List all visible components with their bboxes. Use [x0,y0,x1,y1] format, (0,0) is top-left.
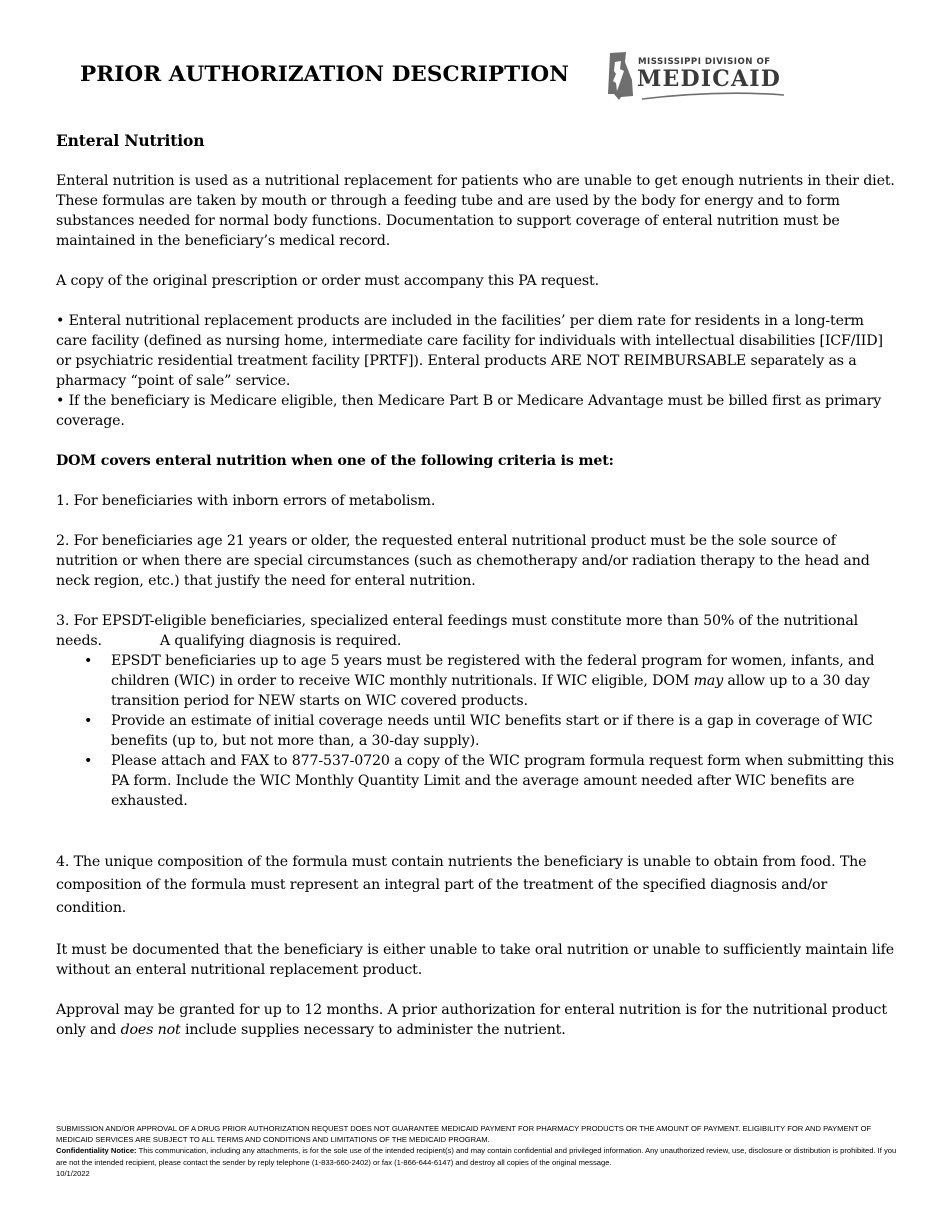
section-heading: Enteral Nutrition [56,131,205,150]
criteria-3 [56,611,898,651]
page-footer [56,1123,898,1179]
intro-paragraph: Enteral nutrition is used as a nutritional replacement for patients who are unable to get enough nutrients in their diet. These formulas are taken by mouth or through a feeding tube and are used by the body for energy and to form substances needed for normal body functions. Documentation to support coverage of enteral nutrition must be maintained in the beneficiary’s medical record. [56,173,895,249]
criteria-3-diagnosis: A qualifying diagnosis is required. [159,633,402,649]
criteria-1: 1. For beneficiaries with inborn errors of metabolism. [56,493,436,509]
epsdt-bullet-list [56,651,898,811]
criteria-heading: DOM covers enteral nutrition when one of the following criteria is met: [56,453,614,469]
list-item: • Please attach and FAX to 877-537-0720 a copy of the WIC program formula request form when submitting this PA form. Include the WIC Monthly Quantity Limit and the average amount needed after WIC benefits are exhausted. [111,751,898,811]
list-item: • Provide an estimate of initial coverage needs until WIC benefits start or if there is a gap in coverage of WIC benefits (up to, but not more than, a 30-day supply). [111,711,898,751]
revision-date: 10/1/2022 [56,1168,90,1178]
medicaid-logo [604,50,794,102]
logo-swoosh [638,91,788,101]
payment-disclaimer: SUBMISSION AND/OR APPROVAL OF A DRUG PRIOR AUTHORIZATION REQUEST DOES NOT GUARANTEE MEDICAID PAYMENT FOR PHARMACY PRODUCTS OR THE AMOUNT OF PAYMENT. ELIGIBILITY FOR AND PAYMENT OF MEDICAID SERVICES ARE SUBJECT TO ALL TERMS AND CONDITIONS AND LIMITATIONS OF THE MEDICAID PROGRAM. [56,1124,872,1145]
logo-top-text: MISSISSIPPI DIVISION OF [638,57,771,67]
criteria-3-text: 3. For EPSDT-eligible beneficiaries, specialized enteral feedings must constitute more than 50% of the nutritional needs. [56,613,859,649]
logo-main-text: MEDICAID [637,66,782,92]
criteria-4: 4. The unique composition of the formula must contain nutrients the beneficiary is unable to obtain from food. The composition of the formula must represent an integral part of the treatment of the specified diagnosis and/or condition. [56,854,867,916]
approval-paragraph: Approval may be granted for up to 12 months. A prior authorization for enteral nutrition is for the nutritional product only and does not include supplies necessary to administer the nutrient. [56,1002,887,1038]
medicare-note: • If the beneficiary is Medicare eligible, then Medicare Part B or Medicare Advantage must be billed first as primary coverage. [56,393,882,429]
mississippi-state-icon [604,50,638,102]
document-body [56,131,898,1040]
criteria-2: 2. For beneficiaries age 21 years or older, the requested enteral nutritional product must be the sole source of nutrition or when there are special circumstances (such as chemotherapy and/or radiation therapy to the head and neck region, etc.) that justify the need for enteral nutrition. [56,533,870,589]
list-item: • EPSDT beneficiaries up to age 5 years must be registered with the federal program for women, infants, and children (WIC) in order to receive WIC monthly nutritionals. If WIC eligible, DOM may allow up to a 30 day transition period for NEW starts on WIC covered products. [111,651,898,711]
facility-note: • Enteral nutritional replacement products are included in the facilities’ per diem rate for residents in a long-term care facility (defined as nursing home, intermediate care facility for individuals with intellectual disabilities [ICF/IID] or psychiatric residential treatment facility [PRTF]). Enteral products ARE NOT REIMBURSABLE separately as a pharmacy “point of sale” service. [56,313,883,389]
documentation-requirement: It must be documented that the beneficiary is either unable to take oral nutrition or unable to sufficiently maintain life without an enteral nutritional replacement product. [56,942,895,978]
prescription-copy-note: A copy of the original prescription or order must accompany this PA request. [56,273,599,289]
document-title: PRIOR AUTHORIZATION DESCRIPTION [80,62,569,87]
confidentiality-notice: Confidentiality Notice: This communication, including any attachments, is for the sole use of the intended recipient(s) and may contain confidential and privileged information. Any unauthorized review, use, disclosure or distribution is prohibited. If you are not the intended recipient, please contact the sender by reply telephone (1-833-660-2402) or fax (1-866-644-6147) and destroy all copies of the original message. [56,1146,897,1167]
